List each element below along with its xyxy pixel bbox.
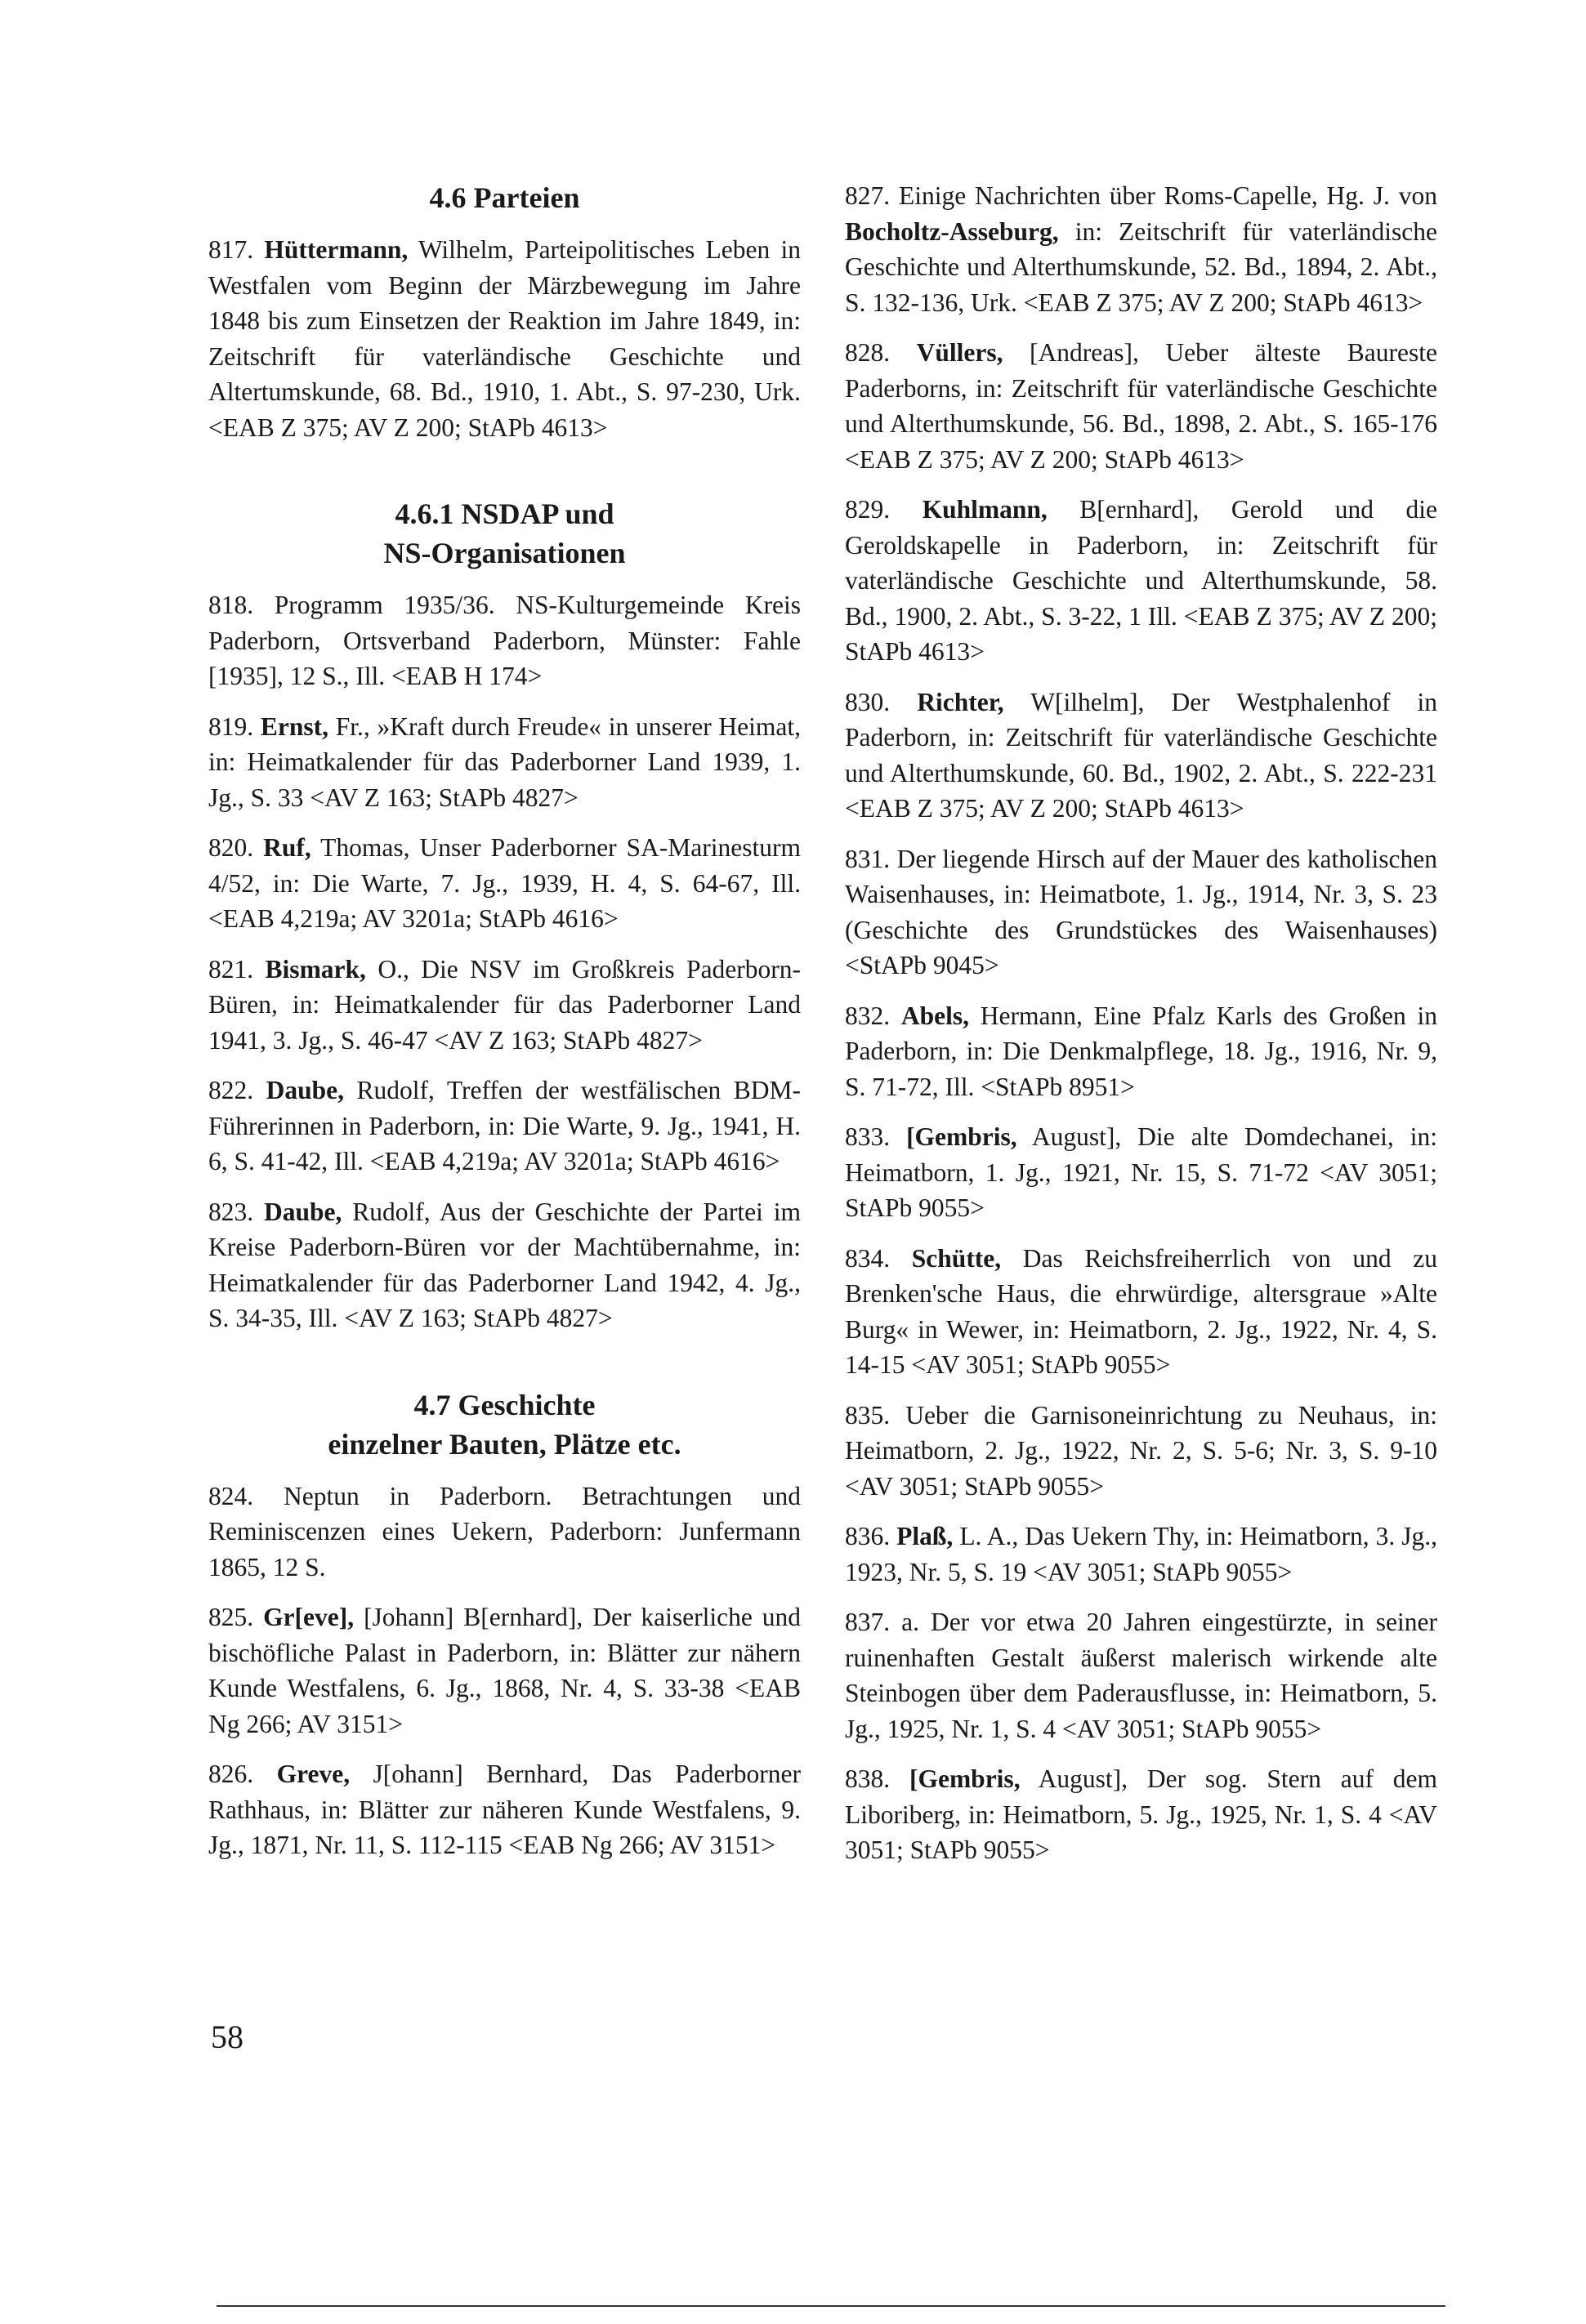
entry-832: 832. Abels, Hermann, Eine Pfalz Karls des Großen in Paderborn, in: Die Denkmalpflege, 18. Jg., 1916, Nr. 9, S. 71-72, Ill. <StAPb 8951> (845, 1001, 1438, 1101)
entry-830: 830. Richter, W[ilhelm], Der Westphalenhof in Paderborn, in: Zeitschrift für vaterländische Geschichte und Alterthumskunde, 60. Bd., 1902, 2. Abt., S. 222-231 <EAB Z 375; AV Z 200; StAPb 4613> (845, 687, 1437, 823)
entry-835: 835. Ueber die Garnisoneinrichtung zu Neuhaus, in: Heimatborn, 2. Jg., 1922, Nr. 2, S. 5-6; Nr. 3, S. 9-10 <AV 3051; StAPb 9055> (845, 1400, 1437, 1501)
entry-819: 819. Ernst, Fr., »Kraft durch Freude« in unserer Heimat, in: Heimatkalender für das Paderborner Land 1939, 1. Jg., S. 33 <AV Z 163; StAPb 4827> (208, 711, 802, 812)
heading-nsdap: 4.6.1 NSDAP und NS-Organisationen (383, 497, 626, 569)
entry-824: 824. Neptun in Paderborn. Betrachtungen und Reminiscenzen eines Uekern, Paderborn: Junfermann 1865, 12 S. (208, 1481, 801, 1581)
entry-828: 828. Vüllers, [Andreas], Ueber älteste Baureste Paderborns, in: Zeitschrift für vaterländische Geschichte und Alterthumskunde, 56. Bd., 1898, 2. Abt., S. 165-176 <EAB Z 375; AV Z 200; StAPb 4613> (845, 338, 1437, 474)
entry-820: 820. Ruf, Thomas, Unser Paderborner SA-Marinesturm 4/52, in: Die Warte, 7. Jg., 1939, H. 4, S. 64-67, Ill. <EAB 4,219a; AV 3201a; StAPb 4616> (208, 833, 802, 933)
left-column (208, 178, 801, 1878)
entry-833: 833. [Gembris, August], Die alte Domdechanei, in: Heimatborn, 1. Jg., 1921, Nr. 15, S. 71-72 <AV 3051; StAPb 9055> (845, 1122, 1437, 1222)
entry-836: 836. Plaß, L. A., Das Uekern Thy, in: Heimatborn, 3. Jg., 1923, Nr. 5, S. 19 <AV 3051; StAPb 9055> (845, 1522, 1438, 1586)
entry-837: 837. a. Der vor etwa 20 Jahren eingestürzte, in seiner ruinenhaften Gestalt äußerst malerisch wirkende alte Steinbogen über dem Paderausflusse, in: Heimatborn, 5. Jg., 1925, Nr. 1, S. 4 <AV 3051; StAPb 9055> (845, 1608, 1437, 1743)
heading-bauten: 4.7 Geschichte einzelner Bauten, Plätze etc. (328, 1388, 681, 1461)
entry-826: 826. Greve, J[ohann] Bernhard, Das Paderborner Rathhaus, in: Blätter zur näheren Kunde Westfalens, 9. Jg., 1871, Nr. 11, S. 112-115 <EAB Ng 266; AV 3151> (208, 1760, 802, 1859)
heading-parteien: 4.6 Parteien (429, 181, 580, 214)
entry-834: 834. Schütte, Das Reichsfreiherrlich von und zu Brenken'sche Haus, die ehrwürdige, altersgraue »Alte Burg« in Wewer, in: Heimatborn, 2. Jg., 1922, Nr. 4, S. 14-15 <AV 3051; StAPb 9055> (845, 1243, 1437, 1379)
right-column (845, 178, 1437, 1883)
entry-831: 831. Der liegende Hirsch auf der Mauer des katholischen Waisenhauses, in: Heimatbote, 1. Jg., 1914, Nr. 3, S. 23 (Geschichte des Grundstückes des Waisenhauses) <StAPb 9045> (845, 844, 1437, 979)
entry-825: 825. Gr[eve], [Johann] B[ernhard], Der kaiserliche und bischöfliche Palast in Paderborn, in: Blätter zur nähern Kunde Westfalens, 6. Jg., 1868, Nr. 4, S. 33-38 <EAB Ng 266; AV 3151> (208, 1603, 801, 1738)
entry-818: 818. Programm 1935/36. NS-Kulturgemeinde Kreis Paderborn, Ortsverband Paderborn, Münster: Fahle [1935], 12 S., Ill. <EAB H 174> (208, 591, 801, 690)
entry-823: 823. Daube, Rudolf, Aus der Geschichte der Partei im Kreise Paderborn-Büren vor der Machtübernahme, in: Heimatkalender für das Paderborner Land 1942, 4. Jg., S. 34-35, Ill. <AV Z 163; StAPb 4827> (208, 1197, 801, 1332)
entry-829: 829. Kuhlmann, B[ernhard], Gerold und die Geroldskapelle in Paderborn, in: Zeitschrift für vaterländische Geschichte und Alterthumskunde, 58. Bd., 1900, 2. Abt., S. 3-22, 1 Ill. <EAB Z 375; AV Z 200; StAPb 4613> (845, 495, 1437, 666)
entry-817: 817. Hüttermann, Wilhelm, Parteipolitisches Leben in Westfalen vom Beginn der Märzbewegung im Jahre 1848 bis zum Einsetzen der Reaktion im Jahre 1849, in: Zeitschrift für vaterländische Geschichte und Altertumskunde, 68. Bd., 1910, 1. Abt., S. 97-230, Urk. <EAB Z 375; AV Z 200; StAPb 4613> (208, 235, 801, 442)
entry-822: 822. Daube, Rudolf, Treffen der westfälischen BDM-Führerinnen in Paderborn, in: Die Warte, 9. Jg., 1941, H. 6, S. 41-42, Ill. <EAB 4,219a; AV 3201a; StAPb 4616> (208, 1076, 801, 1175)
page-number: 58 (211, 2018, 243, 2055)
entry-821: 821. Bismark, O., Die NSV im Großkreis Paderborn-Büren, in: Heimatkalender für das Paderborner Land 1941, 3. Jg., S. 46-47 <AV Z 163; StAPb 4827> (208, 954, 802, 1055)
entry-838: 838. [Gembris, August], Der sog. Stern auf dem Liboriberg, in: Heimatborn, 5. Jg., 1925, Nr. 1, S. 4 <AV 3051; StAPb 9055> (845, 1764, 1438, 1864)
bottom-rule (217, 2305, 1445, 2307)
entry-827: 827. Einige Nachrichten über Roms-Capelle, Hg. J. von Bocholtz-Asseburg, in: Zeitschrift für vaterländische Geschichte und Alterthumskunde, 52. Bd., 1894, 2. Abt., S. 132-136, Urk. <EAB Z 375; AV Z 200; StAPb 4613> (845, 181, 1437, 317)
